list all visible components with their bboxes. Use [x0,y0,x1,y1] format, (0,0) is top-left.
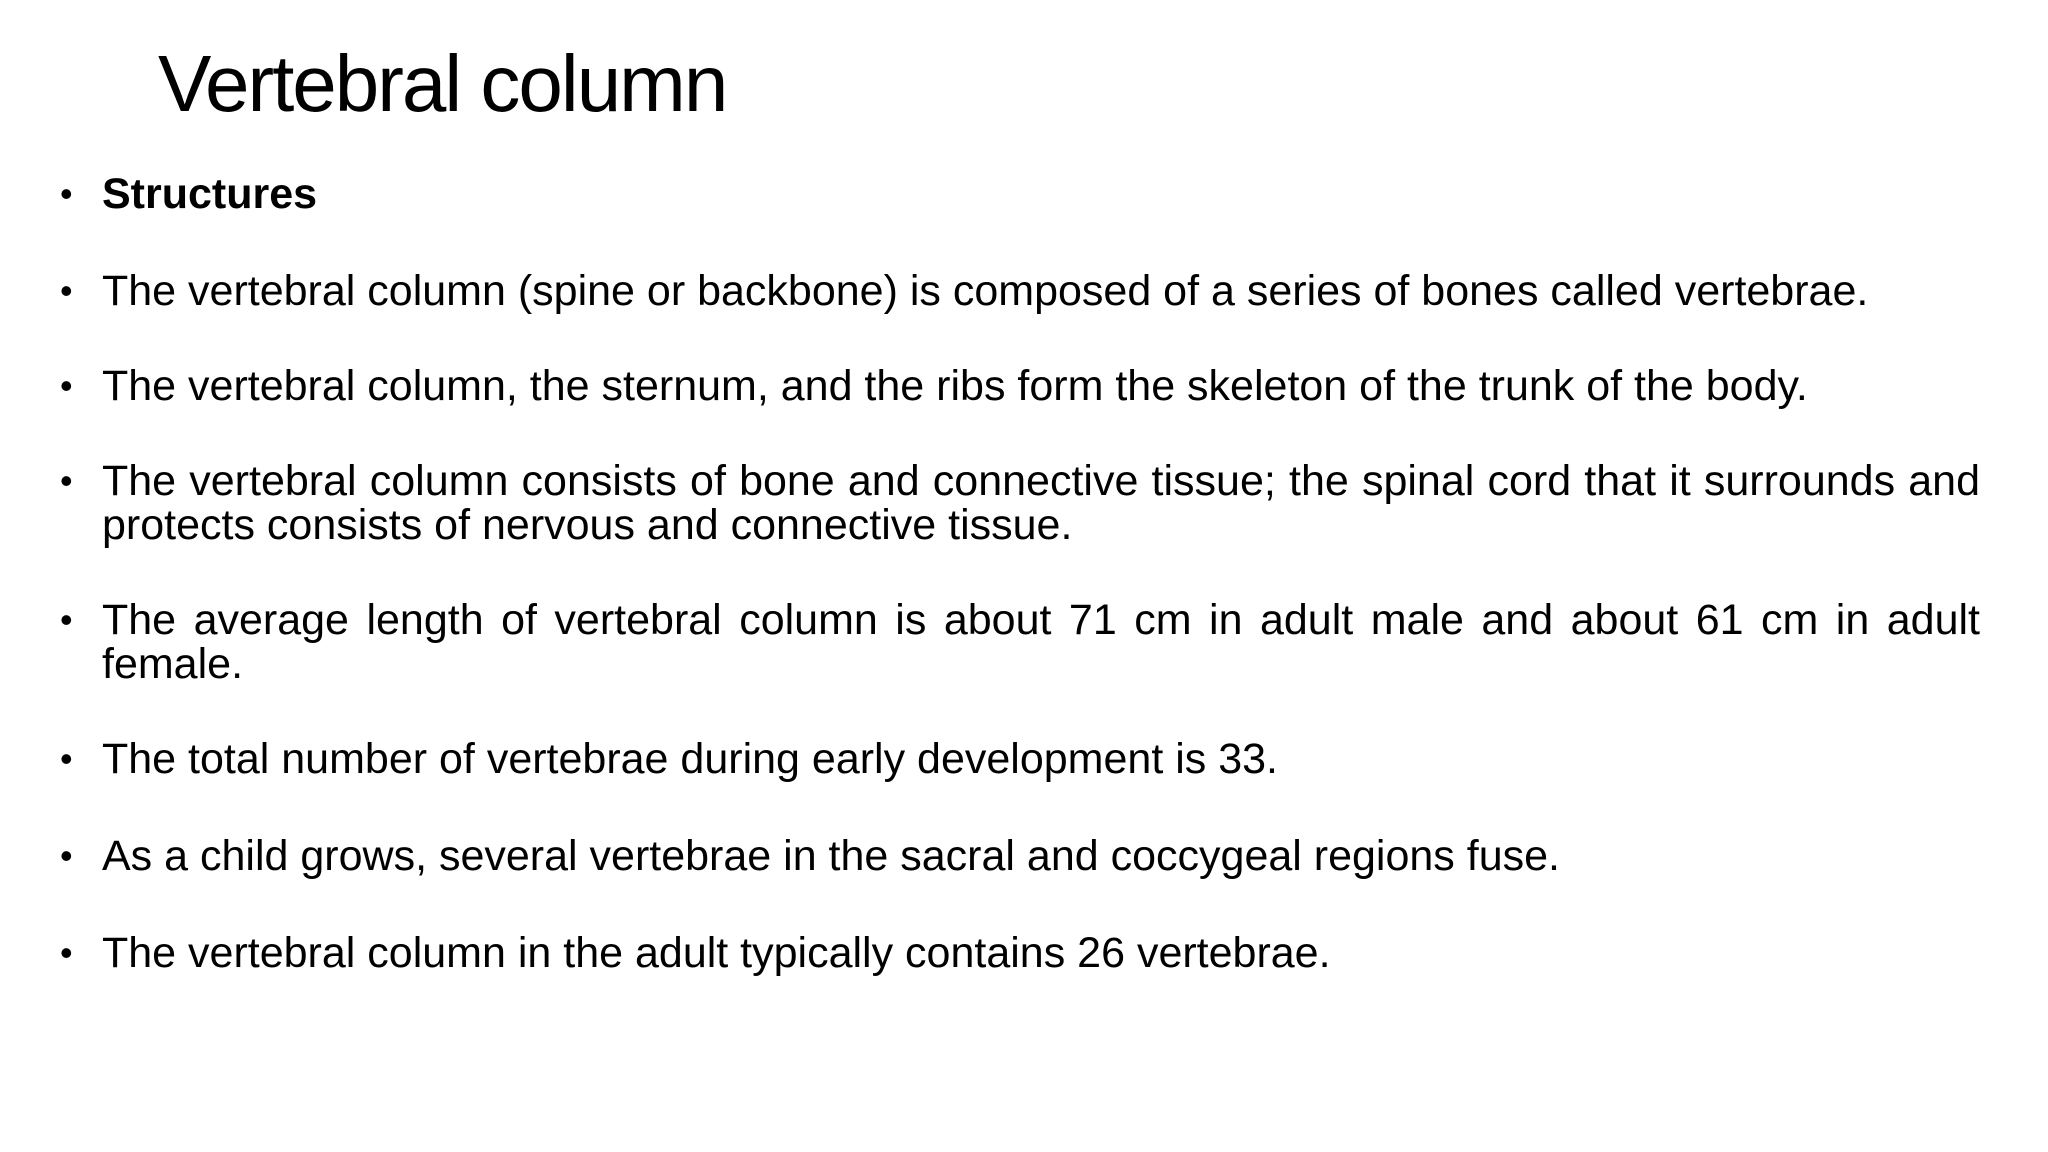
bullet-text: The vertebral column (spine or backbone) is composed of a series of bones called vertebrae. [102,267,1869,315]
bullet-text: The average length of vertebral column is about 71 cm in adult male and about 61 cm in adult female. [102,596,1980,688]
bullet-item [60,931,1980,975]
bullet-text: Structures [102,170,318,218]
bullet-item [60,737,1980,781]
bullet-marker: • [60,599,73,640]
bullet-marker: • [60,932,73,973]
bullet-item [60,364,1980,408]
bullet-text: As a child grows, several vertebrae in the sacral and coccygeal regions fuse. [102,832,1560,880]
bullet-text: The total number of vertebrae during early development is 33. [102,735,1278,783]
bullet-marker: • [60,365,73,406]
bullet-item [60,834,1980,878]
bullet-marker: • [60,460,73,501]
bullet-text: The vertebral column in the adult typically contains 26 vertebrae. [102,929,1331,977]
bullet-marker: • [60,738,73,779]
bullet-text: The vertebral column, the sternum, and the ribs form the skeleton of the trunk of the body. [102,362,1808,410]
bullet-marker: • [60,270,73,311]
bullet-item [60,459,1980,547]
bullet-item [60,269,1980,313]
bullet-marker: • [60,835,73,876]
bullet-text: The vertebral column consists of bone and connective tissue; the spinal cord that it surrounds and protects consists of nervous and connective tissue. [102,457,1980,549]
bullet-item [60,172,1980,216]
bullet-marker: • [60,173,73,214]
bullet-item [60,598,1980,686]
slide-title: Vertebral column [158,39,727,128]
bullet-list [60,172,1980,975]
